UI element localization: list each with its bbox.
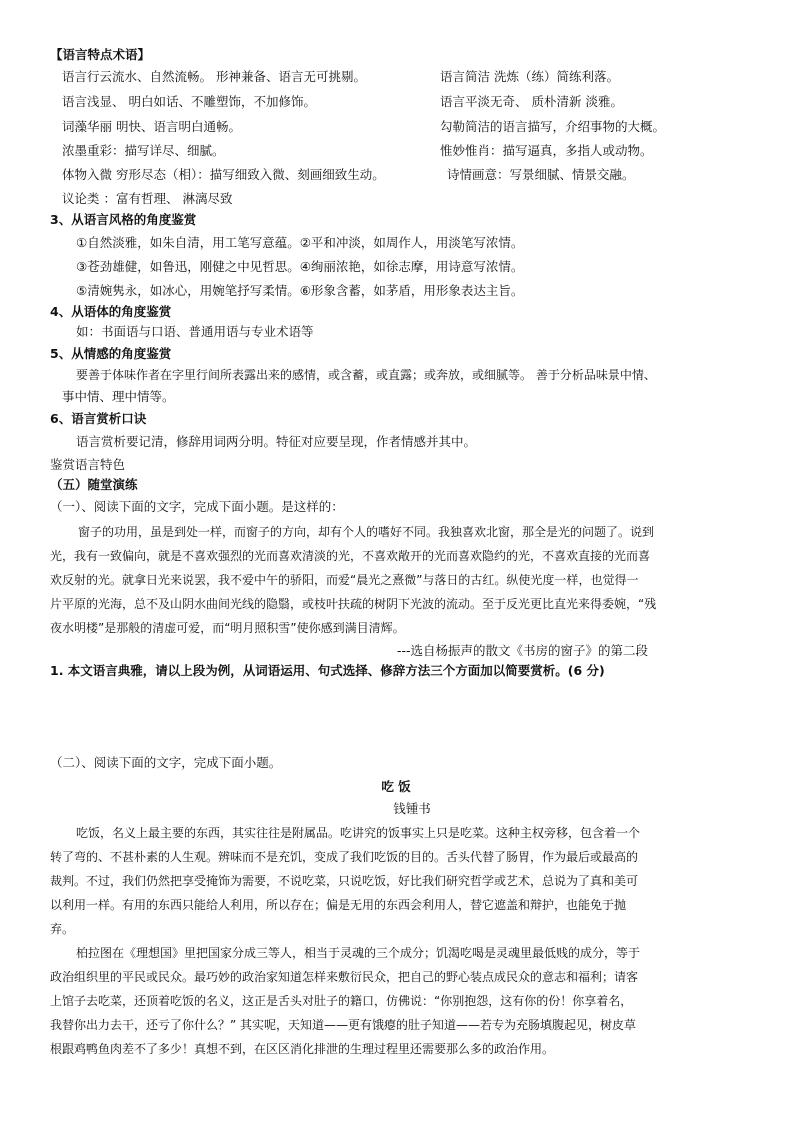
essay-line-6: 柏拉图在《理想国》里把国家分成三等人，相当于灵魂的三个成分；饥渴吃喝是灵魂里最低贱的成分，等于 (76, 946, 641, 960)
terms-row-4-left: 浓墨重彩：描写详尽、细腻。 (62, 143, 225, 158)
passage-1-line-3: 欢反射的光。就拿日光来说罢，我不爱中午的骄阳，而爱“晨光之熹微”与落日的古红。纵使光度一样，也觉得一 (50, 573, 639, 587)
section-5-line-1: 要善于体味作者在字里行间所表露出来的感情，或含蓄，或直露；或奔放，或细腻等。 善于分析品味景中情、 (76, 368, 656, 382)
section-3-line-2: ③苍劲雄健，如鲁迅，刚健之中见哲思。④绚丽浓艳，如徐志摩，用诗意写浓情。 (76, 259, 524, 274)
section-5-title: 5、从情感的角度鉴赏 (50, 346, 172, 361)
appreciate-title: 鉴赏语言特色 (50, 457, 126, 472)
terms-row-1-right: 语言简洁 洗炼（练）简练利落。 (440, 69, 619, 84)
question-1: 1. 本文语言典雅，请以上段为例，从词语运用、句式选择、修辞方法三个方面加以简要赏析。(6 分) (50, 663, 605, 678)
practice-part2-intro: （二）、阅读下面的文字，完成下面小题。 (50, 755, 282, 770)
section-4-title: 4、从语体的角度鉴赏 (50, 304, 172, 319)
essay-line-4: 以利用一样。有用的东西只能给人利用，所以存在；偏是无用的东西会利用人，替它遮盖和辩护，也能免于抛 (50, 898, 627, 912)
passage-1-source: ---选自杨振声的散文《书房的窗子》的第二段 (397, 643, 649, 658)
terms-row-1-left: 语言行云流水、自然流畅。 形神兼备、语言无可挑剔。 (62, 69, 366, 84)
essay-author: 钱锺书 (393, 801, 431, 816)
terms-row-3-right: 勾勒简洁的语言描写，介绍事物的大概。 (440, 119, 666, 134)
essay-line-5: 弃。 (50, 922, 75, 936)
essay-line-8: 上馆子去吃菜，还顶着吃饭的名义，这正是舌头对肚子的籍口，仿佛说：“你别抱怨，这有你的份！你享着名， (50, 994, 633, 1008)
passage-1-line-5: 夜水明楼”是那般的清虚可爱，而“明月照积雪”使你感到满目清辉。 (50, 621, 405, 635)
section-3-title: 3、从语言风格的角度鉴赏 (50, 212, 197, 227)
essay-line-1: 吃饭，名义上最主要的东西，其实往往是附属品。吃讲究的饭事实上只是吃菜。这种主权旁移，包含着一个 (76, 826, 641, 840)
terms-row-5-left: 体物入微 穷形尽态（相）：描写细致入微、刻画细致生动。 (62, 167, 385, 182)
terms-heading: 【语言特点术语】 (50, 47, 151, 62)
terms-row-2-right: 语言平淡无奇、 质朴清新 淡雅。 (440, 94, 623, 109)
section-3-line-1: ①自然淡雅，如朱自清，用工笔写意蕴。②平和冲淡，如周作人，用淡笔写浓情。 (76, 235, 524, 250)
essay-line-7: 政治组织里的平民或民众。最巧妙的政治家知道怎样来敷衍民众，把自己的野心装点成民众的意志和福利；请客 (50, 970, 639, 984)
terms-row-5-right: 诗情画意：写景细腻、情景交融。 (447, 167, 635, 182)
essay-line-9: 我替你出力去干，还亏了你什么？” 其实呢，天知道——更有饿瘪的肚子知道——若专为充肠填腹起见，树皮草 (50, 1018, 637, 1032)
section-6-line: 语言赏析要记清，修辞用词两分明。特征对应要呈现，作者情感并其中。 (76, 434, 477, 449)
terms-row-4-right: 惟妙惟肖：描写逼真，多指人或动物。 (440, 143, 653, 158)
section-4-line: 如：书面语与口语、普通用语与专业术语等 (76, 324, 314, 339)
passage-1-line-4: 片平原的光海，总不及山阴水曲间光线的隐翳，或枝叶扶疏的树阴下光波的流动。至于反光更比直光来得委婉，“残 (50, 597, 657, 611)
essay-line-10: 根跟鸡鸭鱼肉差不了多少！真想不到，在区区消化排泄的生理过程里还需要那么多的政治作用。 (50, 1042, 555, 1056)
terms-row-2-left: 语言浅显、 明白如话、不雕塑饰，不加修饰。 (62, 94, 316, 109)
section-6-title: 6、语言赏析口诀 (50, 411, 147, 426)
essay-line-2: 转了弯的、不甚朴素的人生观。辨味而不是充饥，变成了我们吃饭的目的。舌头代替了肠胃，作为最后或最高的 (50, 850, 639, 864)
passage-1-line-2: 光，我有一致偏向，就是不喜欢强烈的光而喜欢清淡的光，不喜欢敞开的光而喜欢隐约的光，不喜欢直接的光而喜 (50, 549, 651, 563)
practice-title: （五）随堂演练 (50, 477, 138, 492)
passage-1-line-1: 窗子的功用，虽是到处一样，而窗子的方向，却有个人的嗜好不同。我独喜欢北窗，那全是光的问题了。说到 (78, 525, 655, 539)
essay-line-3: 裁判。不过，我们仍然把享受掩饰为需要，不说吃菜，只说吃饭，好比我们研究哲学或艺术，总说为了真和美可 (50, 874, 639, 888)
essay-title: 吃 饭 (381, 779, 411, 794)
terms-row-3-left: 词藻华丽 明快、语言明白通畅。 (62, 119, 241, 134)
practice-part1-intro: （一）、阅读下面的文字，完成下面小题。是这样的： (50, 499, 344, 514)
section-5-line-2: 事中情、理中情等。 (62, 389, 175, 404)
section-3-line-3: ⑤清婉隽永，如冰心，用婉笔抒写柔情。⑥形象含蓄，如茅盾，用形象表达主旨。 (76, 283, 524, 298)
terms-discussion: 议论类 ：富有哲理、 淋漓尽致 (62, 191, 233, 206)
